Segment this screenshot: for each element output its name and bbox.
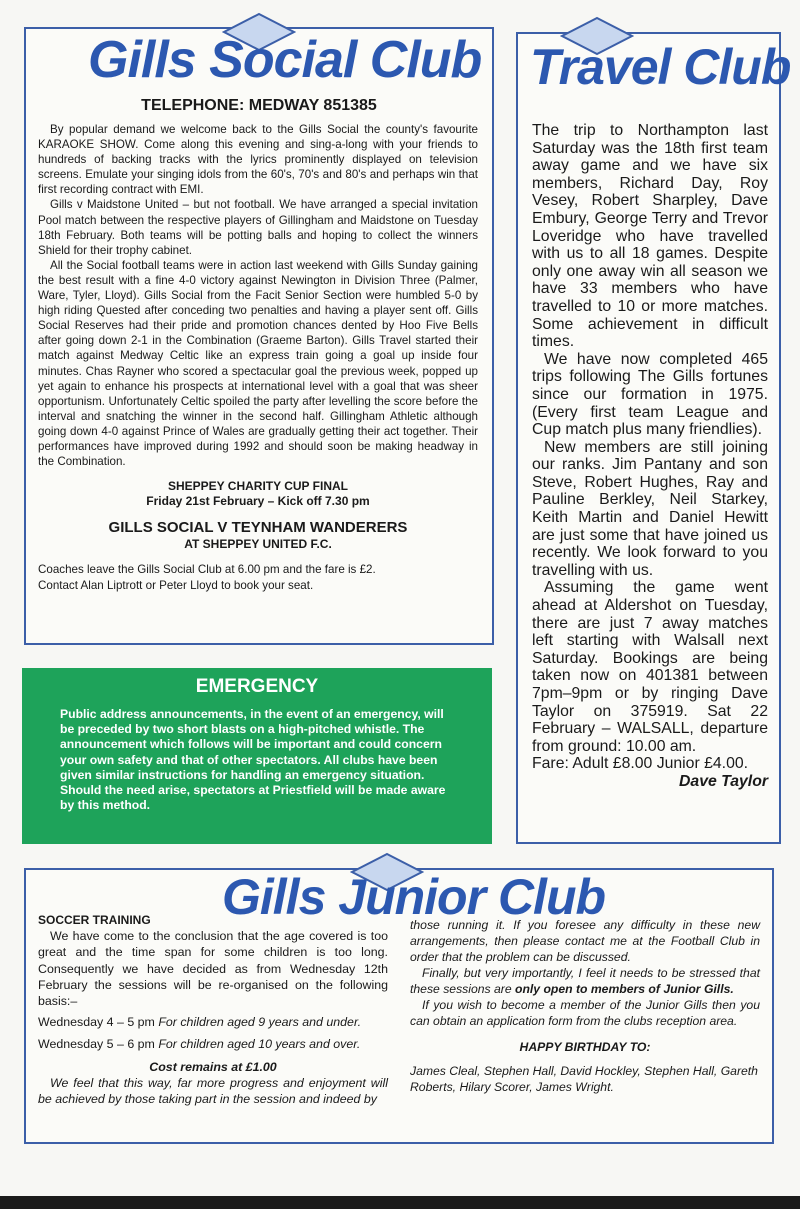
session-2-note: For children aged 10 years and over. [158, 1037, 361, 1052]
travel-club-title: Travel Club [530, 39, 791, 95]
cup-final-date: Friday 21st February – Kick off 7.30 pm [146, 494, 370, 509]
soccer-training-heading: SOCCER TRAINING [38, 913, 151, 927]
cost-note: Cost remains at £1.00 [149, 1059, 277, 1074]
birthday-names: James Cleal, Stephen Hall, David Hockley, Stephen Hall, Gareth Roberts, Hilary Scorer, James Wright. [410, 1064, 758, 1094]
social-paragraph: By popular demand we welcome back to the Gills Social the county's favourite KARAOKE SHOW. Come along this evening and sing-a-long with your friends to hundreds of backing tracks with the lyrics prominently displayed on television screens. Emulate your singing idols from the 60's, 70's and 80's and perhaps win that first recording contract with EMI. [38, 123, 478, 197]
travel-paragraph: New members are still joining our ranks. Jim Pantany and son Steve, Robert Hughes, Ray and Pauline Berkley, Neil Starkey, Keith Martin and Daniel Hewitt are just some that have joined us recently. We look forward to you travelling with us. [532, 438, 768, 579]
session-2-time: Wednesday 5 – 6 pm [38, 1037, 155, 1052]
social-paragraph: Gills v Maidstone United – but not football. We have arranged a special invitation Pool match between the respective players of Gillingham and Maidstone on Tuesday 18th February. Both teams will be potting balls and hoping to collect the winners Shield for their trophy cabinet. [38, 198, 478, 257]
travel-fare: Fare: Adult £8.00 Junior £4.00. [532, 755, 749, 773]
junior-intro: We have come to the conclusion that the age covered is too great and the time span for some children is too long. Consequently we have decided as from Wednesday 12th February the sessions will be re-organised on the following basis:– [38, 929, 388, 1009]
social-club-title: Gills Social Club [88, 31, 482, 89]
session-1 [38, 1014, 388, 1030]
travel-paragraph: We have now completed 465 trips following The Gills fortunes since our formation in 1975. (Every first team League and Cup match plus many friendlies). [532, 350, 768, 439]
junior-feel: We feel that this way, far more progress and enjoyment will be achieved by those taking part in the session and indeed by [38, 1075, 388, 1107]
coaches-info: Coaches leave the Gills Social Club at 6.00 pm and the fare is £2. [38, 563, 376, 577]
cup-final-match: GILLS SOCIAL V TEYNHAM WANDERERS [108, 519, 408, 537]
emergency-title: EMERGENCY [195, 676, 319, 697]
cup-final-venue: AT SHEPPEY UNITED F.C. [184, 537, 332, 552]
junior-membership: If you wish to become a member of the Junior Gills then you can obtain an application form from the clubs reception area. [410, 998, 760, 1028]
travel-paragraph: The trip to Northampton last Saturday was the 18th first team away game and we have six members, Richard Day, Roy Vesey, Robert Sharpley, Dave Embury, George Terry and Trevor Loveridge who have travelled with us to all 18 games. Despite only one away win all season we have 33 members who have travelled to 10 or more matches. Some achievement in difficult times. [532, 122, 768, 351]
cup-final-title: SHEPPEY CHARITY CUP FINAL [167, 479, 349, 494]
junior-left-column [38, 912, 388, 1107]
junior-club-title: Gills Junior Club [222, 869, 606, 925]
junior-finally-bold: only open to members of Junior Gills. [515, 982, 734, 996]
junior-finally-text: Finally, but very importantly, I feel it needs to be stressed that these sessions are [410, 966, 760, 996]
junior-right-column [410, 917, 760, 1095]
session-1-time: Wednesday 4 – 5 pm [38, 1015, 155, 1030]
junior-continued: those running it. If you foresee any difficulty in these new arrangements, then please contact me at the Football Club in order that the problem can be discussed. [410, 918, 760, 964]
contact-info: Contact Alan Liptrott or Peter Lloyd to book your seat. [38, 578, 314, 592]
travel-paragraph: Assuming the game went ahead at Aldershot on Tuesday, there are just 7 away matches left starting with Walsall next Saturday. Bookings are being taken now on 401381 between 7pm–9pm or by ringing Dave Taylor on 375919. Sat 22 February – WALSALL, departure from ground: 10.00 am. [532, 579, 768, 755]
social-paragraph: All the Social football teams were in action last weekend with Gills Sunday gaining the best result with a fine 4-0 victory against Newington in Division Three (Palmer, Ware, Tyler, Lloyd). Gills Social from the Facit Senior Section were humbled 5-0 by high riding Quested after conceding two penalties and having a player sent off. Gills Social Reserves had their pride and promotion chances dented by Hoo Five Bells after going down 2-1 in the Combination (Graeme Barton). Gills Travel started their match against Medway Celtic like an express train going a goal up inside four minutes. Chas Rayner who scored a spectacular goal the previous week, popped up yet again to enhance his prospects at international level with a goal that was sheer opportunism. Unfortunately Celtic spoiled the party after levelling the score before the interval and snatching the winner in the second half. Gillingham Athletic although going down 4-0 against Prince of Wales are gradually getting their act together. Their performances have improved during 1992 and should soon be making headway in the Combination. [38, 258, 478, 469]
social-body [38, 122, 478, 593]
travel-body [532, 122, 768, 791]
session-2 [38, 1036, 388, 1052]
session-1-note: For children aged 9 years and under. [158, 1015, 362, 1030]
birthday-title: HAPPY BIRTHDAY TO: [519, 1040, 651, 1054]
social-telephone: TELEPHONE: MEDWAY 851385 [141, 97, 377, 114]
junior-finally [410, 965, 760, 997]
travel-author: Dave Taylor [679, 772, 768, 790]
page-bottom-strip [0, 1196, 800, 1209]
emergency-text: Public address announcements, in the event of an emergency, will be preceded by two short blasts on a high-pitched whistle. The announcement which follows will be important and could concern your own safety and that of other spectators. All clubs have been given similar instructions for handling an emergency situation. Should the need arise, spectators at Priestfield will be made aware by this method. [60, 707, 446, 813]
